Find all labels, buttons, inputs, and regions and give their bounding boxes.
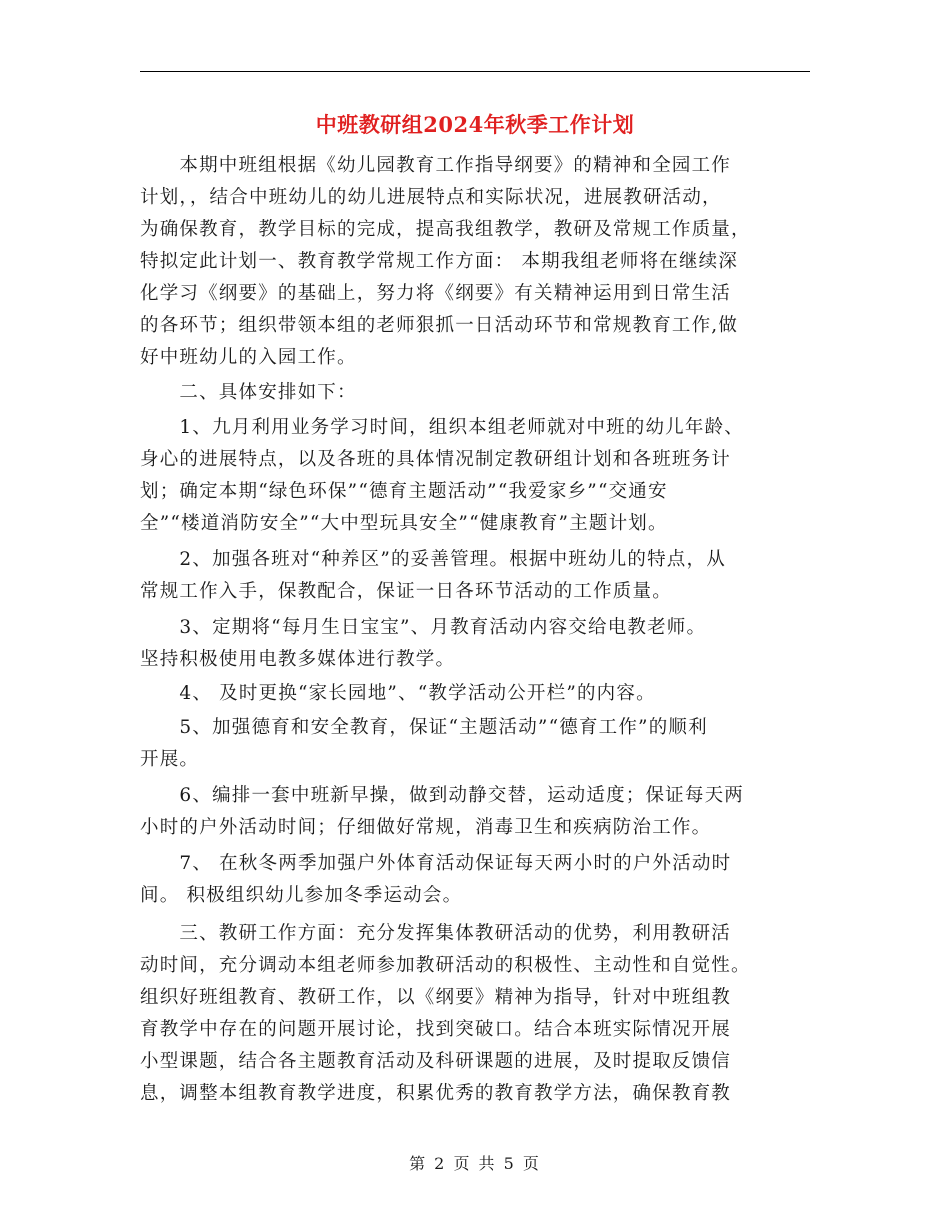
body-line: 特拟定此计划一、教育教学常规工作方面： 本期我组老师将在继续深 bbox=[140, 251, 739, 272]
body-line: 好中班幼儿的入园工作。 bbox=[140, 347, 357, 368]
body-line: 动时间，充分调动本组老师参加教研活动的积极性、主动性和自觉性。 bbox=[140, 955, 751, 976]
body-line: 2、加强各班对“种养区”的妥善管理。根据中班幼儿的特点，从 bbox=[140, 549, 726, 570]
body-line: 化学习《纲要》的基础上，努力将《纲要》有关精神运用到日常生活 bbox=[140, 283, 732, 304]
body-line: 6、编排一套中班新早操，做到动静交替，运动适度；保证每天两 bbox=[140, 785, 744, 806]
body-line: 小型课题，结合各主题教育活动及科研课题的进展，及时提取反馈信 bbox=[140, 1051, 732, 1072]
page-number: 第 2 页 共 5 页 bbox=[409, 1154, 541, 1173]
body-line: 4、 及时更换“家长园地”、“教学活动公开栏”的内容。 bbox=[140, 683, 656, 704]
body-line: 息，调整本组教育教学进度，积累优秀的教育教学方法，确保教育教 bbox=[140, 1083, 732, 1104]
body-line: 计划，，结合中班幼儿的幼儿进展特点和实际状况，进展教研活动， bbox=[140, 187, 722, 208]
body-line: 常规工作入手，保教配合，保证一日各环节活动的工作质量。 bbox=[140, 581, 672, 602]
body-line: 3、定期将“每月生日宝宝”、月教育活动内容交给电教老师。 bbox=[140, 617, 707, 638]
body-line: 1、九月利用业务学习时间，组织本组老师就对中班的幼儿年龄、 bbox=[140, 417, 744, 438]
body-line: 的各环节；组织带领本组的老师狠抓一日活动环节和常规教育工作,做 bbox=[140, 315, 739, 336]
body-line: 育教学中存在的问题开展讨论，找到突破口。结合本班实际情况开展 bbox=[140, 1019, 732, 1040]
body-line: 身心的进展特点，以及各班的具体情况制定教研组计划和各班班务计 bbox=[140, 449, 732, 470]
body-line: 坚持积极使用电教多媒体进行教学。 bbox=[140, 649, 456, 670]
body-line: 二、具体安排如下： bbox=[140, 382, 357, 403]
body-line: 本期中班组根据《幼儿园教育工作指导纲要》的精神和全园工作 bbox=[140, 155, 732, 176]
body-line: 全”“楼道消防安全”“大中型玩具安全”“健康教育”主题计划。 bbox=[140, 513, 668, 534]
body-line: 开展。 bbox=[140, 749, 200, 770]
body-line: 三、教研工作方面：充分发挥集体教研活动的优势，利用教研活 bbox=[140, 923, 732, 944]
header-rule bbox=[140, 71, 810, 72]
body-line: 组织好班组教育、教研工作，以《纲要》精神为指导，针对中班组教 bbox=[140, 987, 732, 1008]
document-title: 中班教研组2024年秋季工作计划 bbox=[315, 112, 635, 137]
body-line: 5、加强德育和安全教育，保证“主题活动”“德育工作”的顺利 bbox=[140, 717, 708, 738]
body-line: 间。 积极组织幼儿参加冬季运动会。 bbox=[140, 885, 463, 906]
body-line: 划；确定本期“绿色环保”“德育主题活动”“我爱家乡”“交通安 bbox=[140, 481, 668, 502]
body-line: 为确保教育，教学目标的完成，提高我组教学，教研及常规工作质量， bbox=[140, 219, 751, 240]
body-line: 小时的户外活动时间；仔细做好常规，消毒卫生和疾病防治工作。 bbox=[140, 817, 712, 838]
body-line: 7、 在秋冬两季加强户外体育活动保证每天两小时的户外活动时 bbox=[140, 853, 732, 874]
